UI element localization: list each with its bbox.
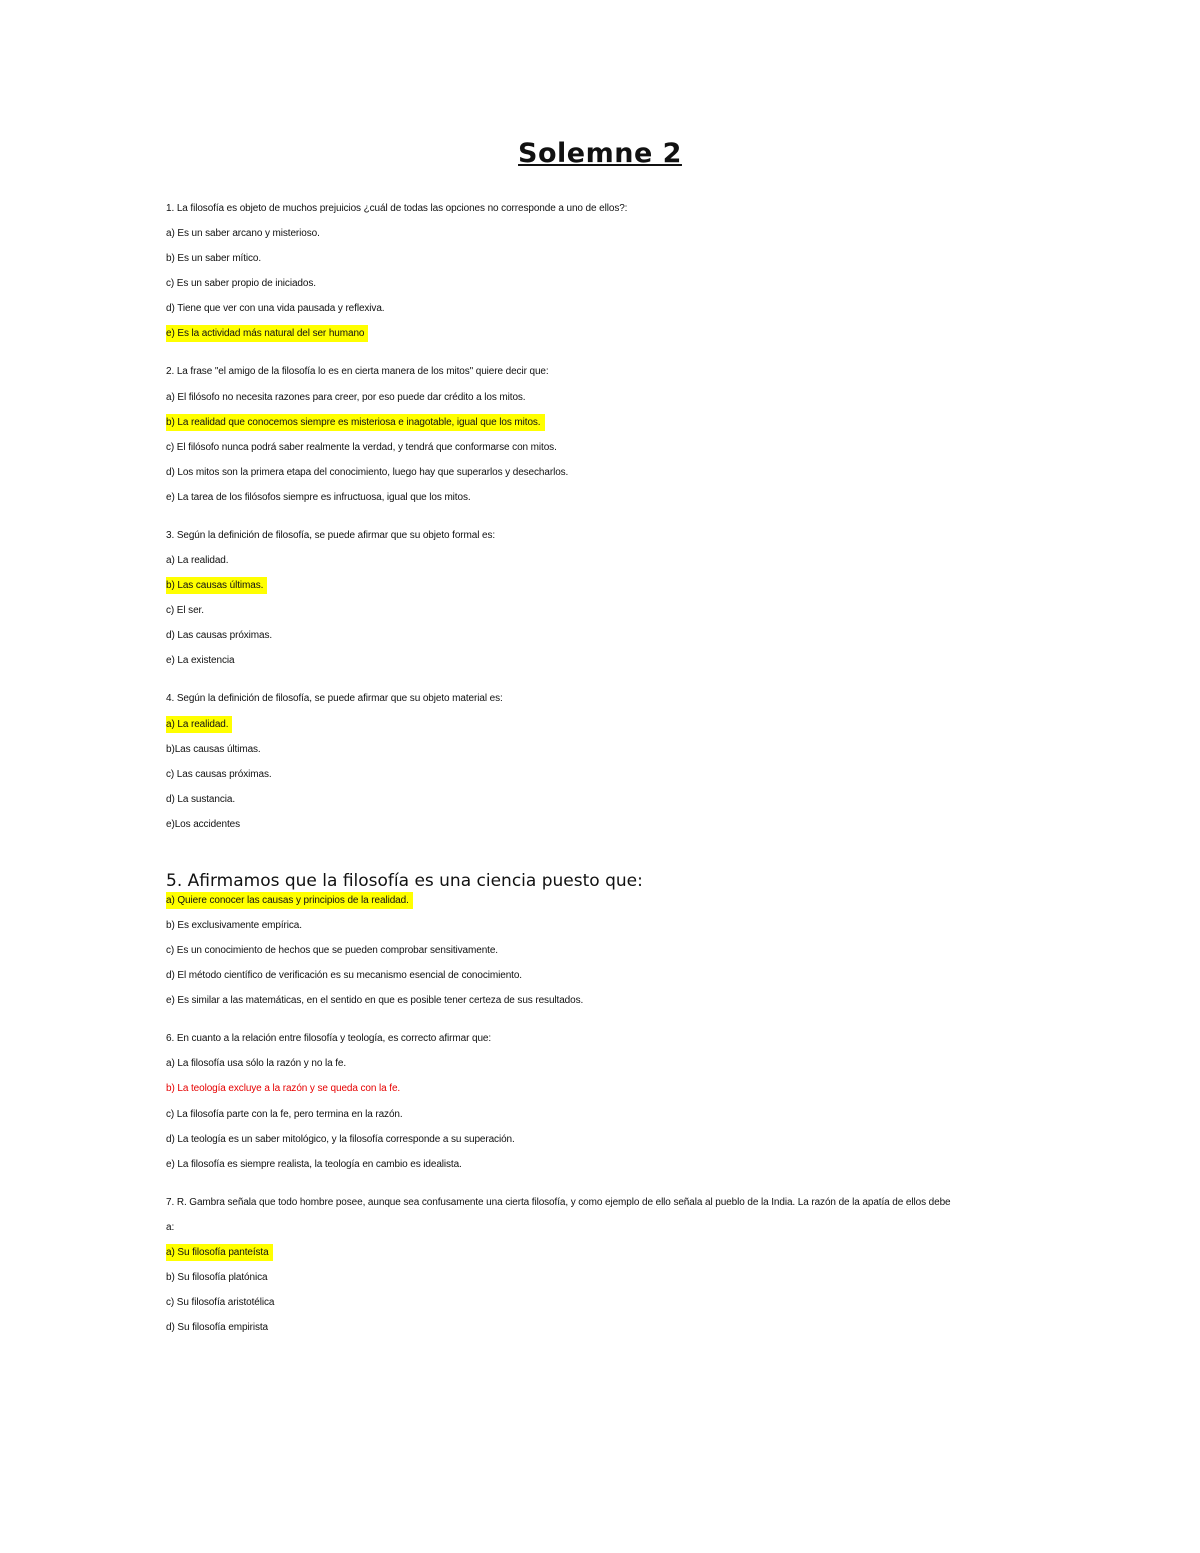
question-1-option-b: b) Es un saber mítico. bbox=[166, 253, 262, 265]
question-1-option-a: a) Es un saber arcano y misterioso. bbox=[166, 228, 320, 240]
question-5-option-d: d) El método científico de verificación es su mecanismo esencial de conocimiento. bbox=[166, 970, 522, 982]
question-5-option-b: b) Es exclusivamente empírica. bbox=[166, 919, 302, 931]
question-4-option-e: e)Los accidentes bbox=[166, 818, 241, 830]
question-6-option-d: d) La teología es un saber mitológico, y la filosofía corresponde a su superación. bbox=[166, 1133, 515, 1145]
question-7-text-continued: a: bbox=[166, 1221, 175, 1233]
question-1-text: 1. La filosofía es objeto de muchos prejuicios ¿cuál de todas las opciones no corresponde a uno de ellos?: bbox=[166, 203, 628, 214]
question-5-option-a-highlighted: a) Quiere conocer las causas y principios de la realidad. bbox=[166, 892, 413, 909]
question-4-option-d: d) La sustancia. bbox=[166, 793, 235, 805]
question-2-text: 2. La frase "el amigo de la filosofía lo es en cierta manera de los mitos" quiere decir que: bbox=[166, 366, 549, 378]
question-5-text: 5. Afirmamos que la filosofía es una ciencia puesto que: bbox=[166, 870, 643, 891]
question-3-option-a: a) La realidad. bbox=[166, 555, 229, 567]
question-4-option-a-highlighted: a) La realidad. bbox=[166, 716, 232, 733]
question-6-option-a: a) La filosofía usa sólo la razón y no la fe. bbox=[166, 1058, 347, 1070]
question-6-option-b-red: b) La teología excluye a la razón y se queda con la fe. bbox=[166, 1083, 401, 1095]
question-7-option-c: c) Su filosofía aristotélica bbox=[166, 1297, 275, 1309]
question-6-text: 6. En cuanto a la relación entre filosofía y teología, es correcto afirmar que: bbox=[166, 1033, 492, 1045]
question-3-option-c: c) El ser. bbox=[166, 605, 204, 617]
question-3-option-b-highlighted: b) Las causas últimas. bbox=[166, 577, 267, 594]
question-2-option-b-highlighted: b) La realidad que conocemos siempre es misteriosa e inagotable, igual que los mitos. bbox=[166, 414, 545, 431]
question-2-option-c: c) El filósofo nunca podrá saber realmente la verdad, y tendrá que conformarse con mitos. bbox=[166, 441, 557, 453]
question-1-option-c: c) Es un saber propio de iniciados. bbox=[166, 278, 316, 290]
document-title: Solemne 2 bbox=[518, 138, 682, 169]
question-2 bbox=[166, 365, 1046, 504]
question-4-text: 4. Según la definición de filosofía, se puede afirmar que su objeto material es: bbox=[166, 693, 503, 705]
questions-container bbox=[166, 202, 1046, 1359]
question-5 bbox=[166, 871, 1046, 1008]
question-4 bbox=[166, 692, 1046, 831]
question-6-option-e: e) La filosofía es siempre realista, la teología en cambio es idealista. bbox=[166, 1158, 462, 1170]
question-7-option-d: d) Su filosofía empirista bbox=[166, 1322, 268, 1334]
question-7 bbox=[166, 1196, 1046, 1335]
question-6-option-c: c) La filosofía parte con la fe, pero termina en la razón. bbox=[166, 1108, 403, 1120]
question-5-option-c: c) Es un conocimiento de hechos que se pueden comprobar sensitivamente. bbox=[166, 945, 498, 957]
question-7-option-b: b) Su filosofía platónica bbox=[166, 1272, 268, 1283]
question-6 bbox=[166, 1032, 1046, 1171]
question-5-option-e: e) Es similar a las matemáticas, en el sentido en que es posible tener certeza de sus resultados. bbox=[166, 995, 584, 1007]
question-3-text: 3. Según la definición de filosofía, se puede afirmar que su objeto formal es: bbox=[166, 529, 496, 541]
question-1-option-e-highlighted: e) Es la actividad más natural del ser humano bbox=[166, 325, 368, 342]
question-2-option-e: e) La tarea de los filósofos siempre es infructuosa, igual que los mitos. bbox=[166, 491, 471, 503]
question-3 bbox=[166, 529, 1046, 668]
question-2-option-d: d) Los mitos son la primera etapa del conocimiento, luego hay que superarlos y desecharlos. bbox=[166, 466, 569, 478]
question-7-text: 7. R. Gambra señala que todo hombre posee, aunque sea confusamente una cierta filosofía, y como ejemplo de ello señala al pueblo de la India. La razón de la apatía de ellos debe bbox=[166, 1196, 951, 1208]
question-4-option-c: c) Las causas próximas. bbox=[166, 768, 272, 780]
question-3-option-e: e) La existencia bbox=[166, 655, 235, 667]
question-2-option-a: a) El filósofo no necesita razones para creer, por eso puede dar crédito a los mitos. bbox=[166, 391, 526, 403]
question-4-option-b: b)Las causas últimas. bbox=[166, 743, 261, 755]
question-1 bbox=[166, 202, 1046, 341]
question-1-option-d: d) Tiene que ver con una vida pausada y reflexiva. bbox=[166, 303, 385, 315]
question-7-option-a-highlighted: a) Su filosofía panteísta bbox=[166, 1244, 273, 1261]
question-3-option-d: d) Las causas próximas. bbox=[166, 630, 273, 642]
